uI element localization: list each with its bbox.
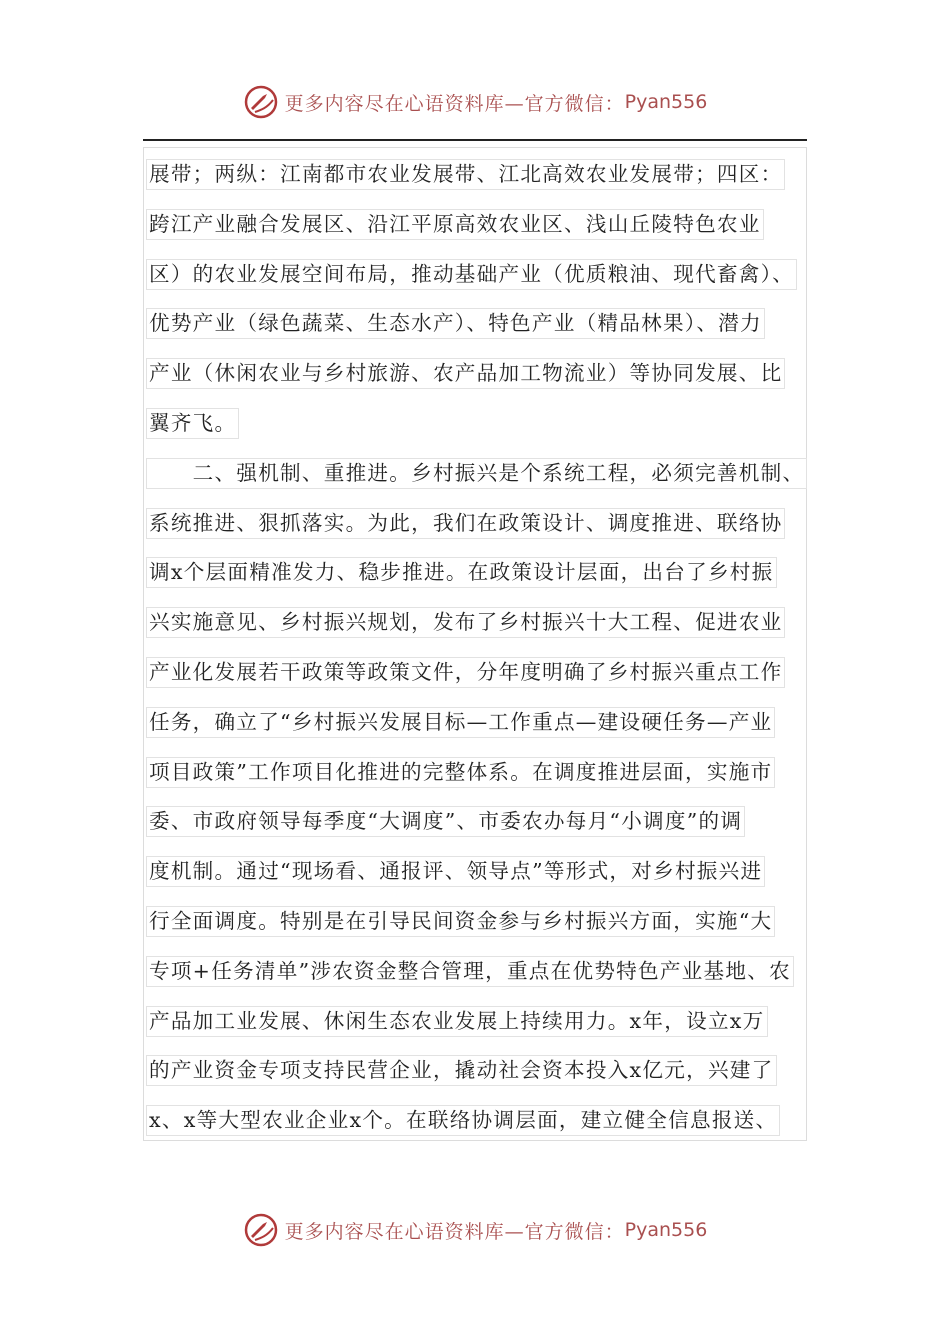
text-line: 系统推进、狠抓落实。为此，我们在政策设计、调度推进、联络协 bbox=[146, 499, 826, 549]
text-line: 兴实施意见、乡村振兴规划，发布了乡村振兴十大工程、促进农业 bbox=[146, 598, 826, 648]
text-line: 二、强机制、重推进。乡村振兴是个系统工程，必须完善机制、 bbox=[146, 449, 826, 499]
text-line: 调x个层面精准发力、稳步推进。在政策设计层面，出台了乡村振 bbox=[146, 548, 826, 598]
document-body bbox=[146, 150, 826, 1146]
text-line: 翼齐飞。 bbox=[146, 399, 826, 449]
pen-logo-icon bbox=[243, 1212, 279, 1248]
footer-banner bbox=[0, 1210, 950, 1250]
footer-banner-text: 更多内容尽在心语资料库—官方微信： bbox=[284, 1220, 625, 1243]
header-banner-text: 更多内容尽在心语资料库—官方微信： bbox=[284, 92, 625, 115]
text-line: 度机制。通过“现场看、通报评、领导点”等形式，对乡村振兴进 bbox=[146, 847, 826, 897]
pen-logo-icon bbox=[243, 84, 279, 120]
text-line: 跨江产业融合发展区、沿江平原高效农业区、浅山丘陵特色农业 bbox=[146, 200, 826, 250]
footer-wechat-id: Pyan556 bbox=[624, 1219, 708, 1241]
text-line: 专项+任务清单”涉农资金整合管理，重点在优势特色产业基地、农 bbox=[146, 947, 826, 997]
header-banner bbox=[0, 82, 950, 122]
text-line: x、x等大型农业企业x个。在联络协调层面，建立健全信息报送、 bbox=[146, 1096, 826, 1146]
text-line: 项目政策”工作项目化推进的完整体系。在调度推进层面，实施市 bbox=[146, 748, 826, 798]
text-line: 区）的农业发展空间布局，推动基础产业（优质粮油、现代畜禽）、 bbox=[146, 250, 826, 300]
text-line: 产业（休闲农业与乡村旅游、农产品加工物流业）等协同发展、比 bbox=[146, 349, 826, 399]
text-line: 产业化发展若干政策等政策文件，分年度明确了乡村振兴重点工作 bbox=[146, 648, 826, 698]
text-line: 委、市政府领导每季度“大调度”、市委农办每月“小调度”的调 bbox=[146, 797, 826, 847]
header-wechat-id: Pyan556 bbox=[624, 91, 708, 113]
text-line: 产品加工业发展、休闲生态农业发展上持续用力。x年，设立x万 bbox=[146, 997, 826, 1047]
text-line: 展带；两纵：江南都市农业发展带、江北高效农业发展带；四区： bbox=[146, 150, 826, 200]
text-line: 行全面调度。特别是在引导民间资金参与乡村振兴方面，实施“大 bbox=[146, 897, 826, 947]
text-line: 任务，确立了“乡村振兴发展目标—工作重点—建设硬任务—产业 bbox=[146, 698, 826, 748]
text-line: 优势产业（绿色蔬菜、生态水产）、特色产业（精品林果）、潜力 bbox=[146, 299, 826, 349]
header-rule bbox=[143, 139, 807, 141]
text-line: 的产业资金专项支持民营企业，撬动社会资本投入x亿元，兴建了 bbox=[146, 1046, 826, 1096]
